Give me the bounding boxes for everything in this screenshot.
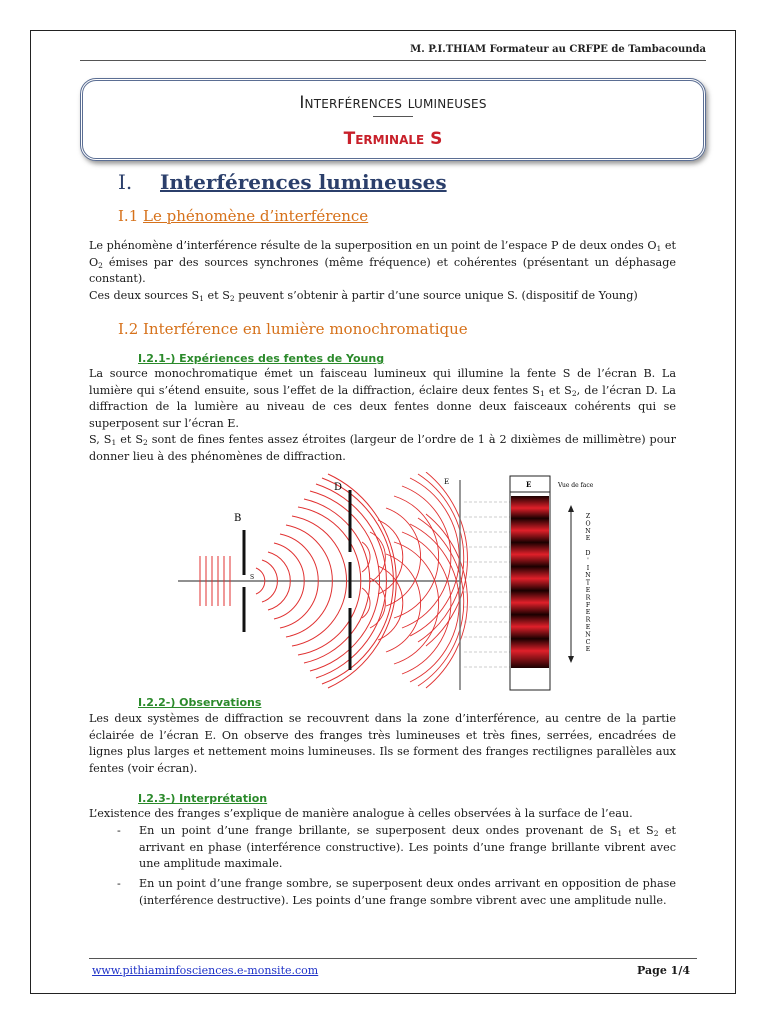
title-box — [80, 78, 706, 161]
paragraph-observations: Les deux systèmes de diffraction se recouvrent dans la zone d’interférence, au centre de la partie éclairée de l’écran E. On observe des franges très lumineuses et très fines, serrées, encadrées de lignes plus larges et nettement moins lumineuses. Ils se forment des franges rectilignes parallèles aux fentes (voir écran). — [89, 712, 676, 775]
section-title: Interférences lumineuses — [160, 170, 447, 194]
subsection-heading-1-2: I.2 Interférence en lumière monochromatique — [118, 320, 468, 338]
document-title: Interférences lumineuses — [299, 93, 487, 113]
label-screen-e: E — [526, 480, 532, 489]
paragraph-interpretation: L’existence des franges s’explique de manière analogue à celles observées à la surface de l’eau. — [89, 807, 633, 820]
subsection-heading-1-1 — [118, 207, 368, 225]
subheading-observations: I.2.2-) Observations — [138, 696, 262, 709]
subheading-young: I.2.1-) Expériences des fentes de Young — [138, 352, 385, 365]
subsection-title: Le phénomène d’interférence — [143, 207, 369, 225]
fringe-guide-lines — [464, 502, 510, 667]
title-divider — [373, 116, 413, 117]
header-rule — [80, 60, 706, 61]
section-heading — [118, 170, 447, 194]
paragraph-interference: Le phénomène d’interférence résulte de la superposition en un point de l’espace P de deux ondes $O_1$ et $O_2$ émises par des sources synchrones (même fréquence) et cohérentes (présentant un déphasage constant). Ces deux sources $S_1$ et $S_2$ peuvent s’obtenir à partir d’une source unique S. (dispositif de Young) — [89, 239, 676, 303]
paragraph-young: La source monochromatique émet un faisceau lumineux qui illumine la fente S de l’écran B. La lumière qui s’étend ensuite, sous l’effet de la diffraction, éclaire deux fentes $S_1$ et $S_2$, de l’écran D. La diffraction de la lumière au niveau de ces deux fentes donne deux faisceaux cohérents qui se superposent sur l’écran E. S, $S_1$ et $S_2$ sont de fines fentes assez étroites (largeur de l’ordre de 1 à 2 dixièmes de millimètre) pour donner lieu à des phénomènes de diffraction. — [89, 367, 676, 463]
footer-rule — [89, 958, 697, 959]
label-s: S — [250, 574, 255, 581]
diffracted-waves-s1-s2 — [362, 472, 467, 688]
subheading-interpretation: I.2.3-) Interprétation — [138, 792, 268, 805]
list-item-destructive: - En un point d’une frange sombre, se superposent deux ondes arrivant en opposition de phase (interférence destructive). Les points d’une frange sombre vibrent avec une amplitude nulle. — [117, 877, 676, 907]
page-number: Page 1/4 — [637, 964, 690, 977]
label-d: D — [334, 482, 343, 493]
list-item-constructive: - En un point d’une frange brillante, se superposent deux ondes provenant de $S_1$ et $S_2$ et arrivant en phase (interférence constructive). Les points d’une frange brillante vibrent avec une amplitude maximale. — [117, 824, 676, 870]
document-subtitle: Terminale S — [343, 129, 443, 149]
section-number: I. — [118, 170, 133, 194]
footer-website-link[interactable]: www.pithiaminfosciences.e-monsite.com — [92, 964, 319, 977]
label-b: B — [234, 513, 242, 524]
label-front-view: Vue de face — [558, 482, 594, 489]
fringe-pattern — [511, 496, 549, 668]
header-author: M. P.I.THIAM Formateur au CRFPE de Tambacounda — [410, 44, 706, 55]
subsection-prefix: I.1 — [118, 207, 144, 225]
zone-label: Z O N E D ' I N T E R F E R E N C E — [585, 513, 591, 654]
young-slits-figure — [178, 472, 638, 692]
label-e: E — [444, 478, 450, 486]
